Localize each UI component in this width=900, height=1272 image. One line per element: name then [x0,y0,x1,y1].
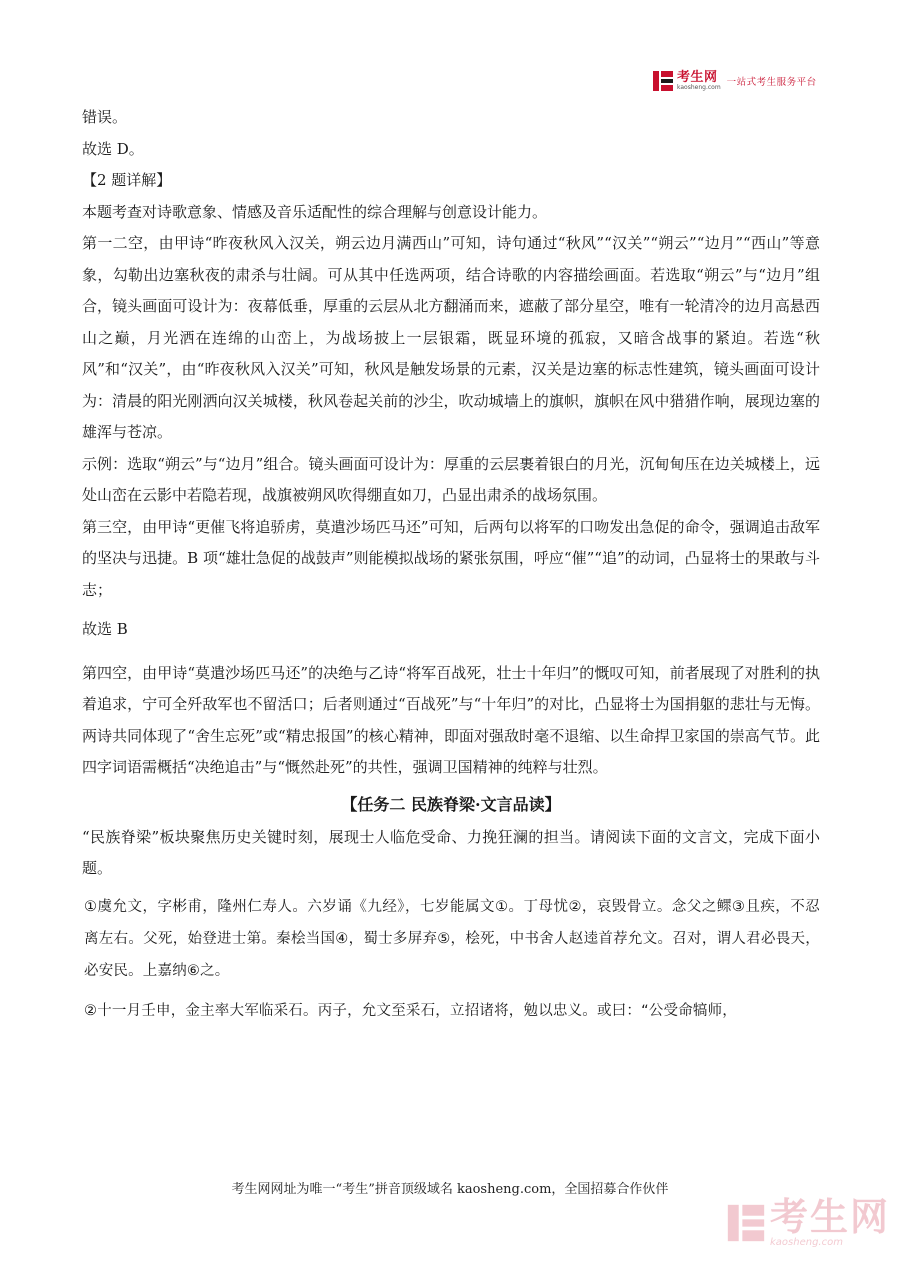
paragraph-1: 错误。 [82,108,128,126]
kaosheng-logo-icon [652,70,674,92]
brand-name: 考生网 [677,70,718,85]
brand-slogan: 一站式考生服务平台 [726,77,817,88]
brand-text [677,71,721,91]
watermark-logo-icon [726,1203,766,1243]
section-intro: “民族脊梁”板块聚焦历史关键时刻，展现士人临危受命、力挽狂澜的担当。请阅读下面的文言文，完成下面小题。 [82,827,820,877]
paragraph-7: 第三空，由甲诗“更催飞将追骄虏，莫遣沙场匹马还”可知，后两句以将军的口吻发出急促的命令，强调追击敌军的坚决与迅捷。B 项“雄壮急促的战鼓声”则能模拟战场的紧张氛围，呼应“催”“追”的动词，凸显将士的果敢与斗志； [82,517,820,599]
paragraph-4: 本题考查对诗歌意象、情感及音乐适配性的综合理解与创意设计能力。 [82,202,548,221]
document-body [82,102,820,1027]
brand-domain: kaosheng.com [677,84,721,91]
watermark [726,1195,891,1248]
paragraph-6: 示例：选取“朔云”与“边月”组合。镜头画面可设计为：厚重的云层裹着银白的月光，沉甸甸压在边关城楼上，远处山峦在云影中若隐若现，战旗被朔风吹得绷直如刀，凸显出肃杀的战场氛围。 [82,454,820,504]
paragraph-5: 第一二空，由甲诗“昨夜秋风入汉关，朔云边月满西山”可知，诗句通过“秋风”“汉关”“朔云”“边月”“西山”等意象，勾勒出边塞秋夜的肃杀与壮阔。可从其中任选两项，结合诗歌的内容描绘画面。若选取“朔云”与“边月”组合，镜头画面可设计为：夜幕低垂，厚重的云层从北方翻涌而来，遮蔽了部分星空，唯有一轮清冷的边月高悬西山之巅，月光洒在连绵的山峦上，为战场披上一层银霜，既显环境的孤寂，又暗含战事的紧迫。若选“秋风”和“汉关”，由“昨夜秋风入汉关”可知，秋风是触发场景的元素，汉关是边塞的标志性建筑，镜头画面可设计为：清晨的阳光刚洒向汉关城楼，秋风卷起关前的沙尘，吹动城墙上的旗帜，旗帜在风中猎猎作响，展现边塞的雄浑与苍凉。 [82,234,820,441]
classical-paragraph-1: ①虞允文，字彬甫，隆州仁寿人。六岁诵《九经》，七岁能属文①。丁母忧②，哀毁骨立。念父之鳏③且疾，不忍离左右。父死，始登进士第。秦桧当国④，蜀士多屏弃⑤，桧死，中书舍人赵逵首荐允文。召对，谓人君必畏天，必安民。上嘉纳⑥之。 [84,898,820,979]
paragraph-9: 第四空，由甲诗“莫遣沙场匹马还”的决绝与乙诗“将军百战死，壮士十年归”的慨叹可知，前者展现了对胜利的执着追求，宁可全歼敌军也不留活口；后者则通过“百战死”与“十年归”的对比，凸显将士为国捐躯的悲壮与无悔。两诗共同体现了“舍生忘死”或“精忠报国”的核心精神，即面对强敌时毫不退缩、以生命捍卫家国的崇高气节。此四字词语需概括“决绝追击”与“慨然赴死”的共性，强调卫国精神的纯粹与壮烈。 [82,663,820,776]
question-2-heading: 【2 题详解】 [82,171,172,189]
section-title: 【任务二 民族脊梁·文言品读】 [341,794,561,814]
watermark-name: 考生网 [770,1195,891,1239]
page-header [652,68,817,94]
watermark-domain: kaosheng.com [770,1237,843,1248]
paragraph-8: 故选 B [82,620,128,638]
classical-paragraph-2: ②十一月壬申，金主率大军临采石。丙子，允文至采石，立招诸将，勉以忠义。或曰：“公受命犒师， [84,1002,738,1019]
paragraph-2: 故选 D。 [82,139,144,158]
page-footer: 考生网网址为唯一“考生”拼音顶级域名 kaosheng.com，全国招募合作伙伴 [231,1182,669,1197]
